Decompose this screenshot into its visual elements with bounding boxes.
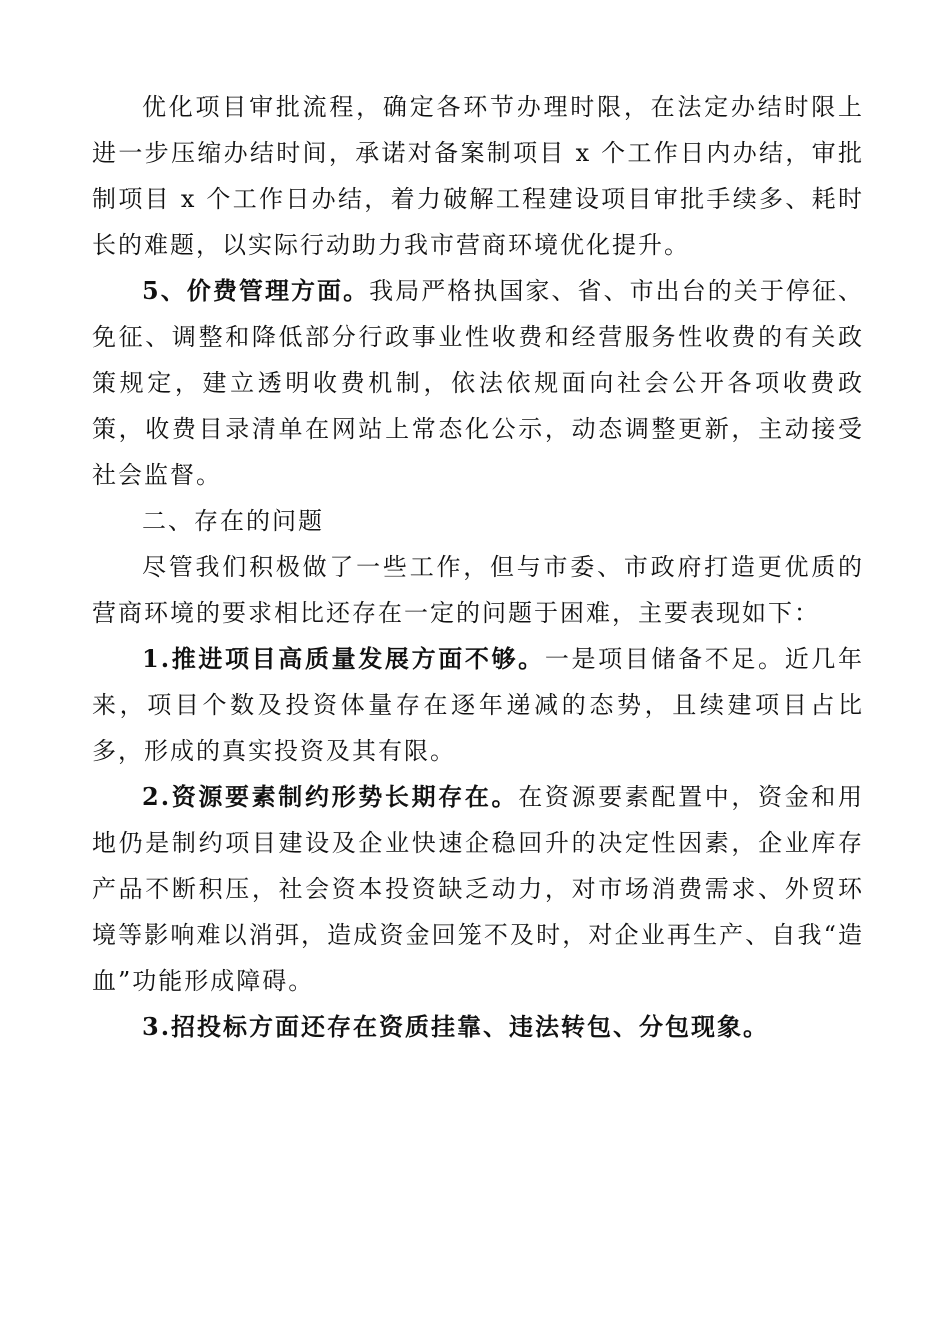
section-heading-text: 二、存在的问题 <box>142 507 324 535</box>
paragraph-problem-3 <box>92 1004 864 1050</box>
paragraph-text: 在资源要素配置中，资金和用地仍是制约项目建设及企业快速企稳回升的决定性因素，企业库存产品不断积压，社会资本投资缺乏动力，对市场消费需求、外贸环境等影响难以消弭，造成资金回笼不及时，对企业再生产、自我“造血”功能形成障碍。 <box>92 783 865 995</box>
paragraph-approval-process <box>92 84 864 268</box>
document-body <box>92 84 864 1050</box>
paragraph-heading: 5、价费管理方面。 <box>142 276 370 305</box>
paragraph-text: 一是项目储备不足。近几年来，项目个数及投资体量存在逐年递减的态势，且续建项目占比多，形成的真实投资及其有限。 <box>92 645 864 765</box>
paragraph-text: 我局严格执国家、省、市出台的关于停征、免征、调整和降低部分行政事业性收费和经营服务性收费的有关政策规定，建立透明收费机制，依法依规面向社会公开各项收费政策，收费目录清单在网站上常态化公示，动态调整更新，主动接受社会监督。 <box>92 277 865 489</box>
paragraph-heading: 2.资源要素制约形势长期存在。 <box>142 782 519 811</box>
paragraph-problems-intro <box>92 544 864 636</box>
paragraph-problem-1 <box>92 636 864 774</box>
paragraph-price-management <box>92 268 864 498</box>
section-heading-problems <box>92 498 864 544</box>
paragraph-problem-2 <box>92 774 864 1004</box>
paragraph-text: 尽管我们积极做了一些工作，但与市委、市政府打造更优质的营商环境的要求相比还存在一定的问题于困难，主要表现如下： <box>92 553 864 627</box>
paragraph-heading: 1.推进项目高质量发展方面不够。 <box>142 644 545 673</box>
paragraph-heading: 3.招投标方面还存在资质挂靠、违法转包、分包现象。 <box>142 1012 770 1041</box>
paragraph-text: 优化项目审批流程，确定各环节办理时限，在法定办结时限上进一步压缩办结时间，承诺对备案制项目 x 个工作日内办结，审批制项目 x 个工作日办结，着力破解工程建设项目审批手续多、耗时长的难题，以实际行动助力我市营商环境优化提升。 <box>92 93 864 259</box>
